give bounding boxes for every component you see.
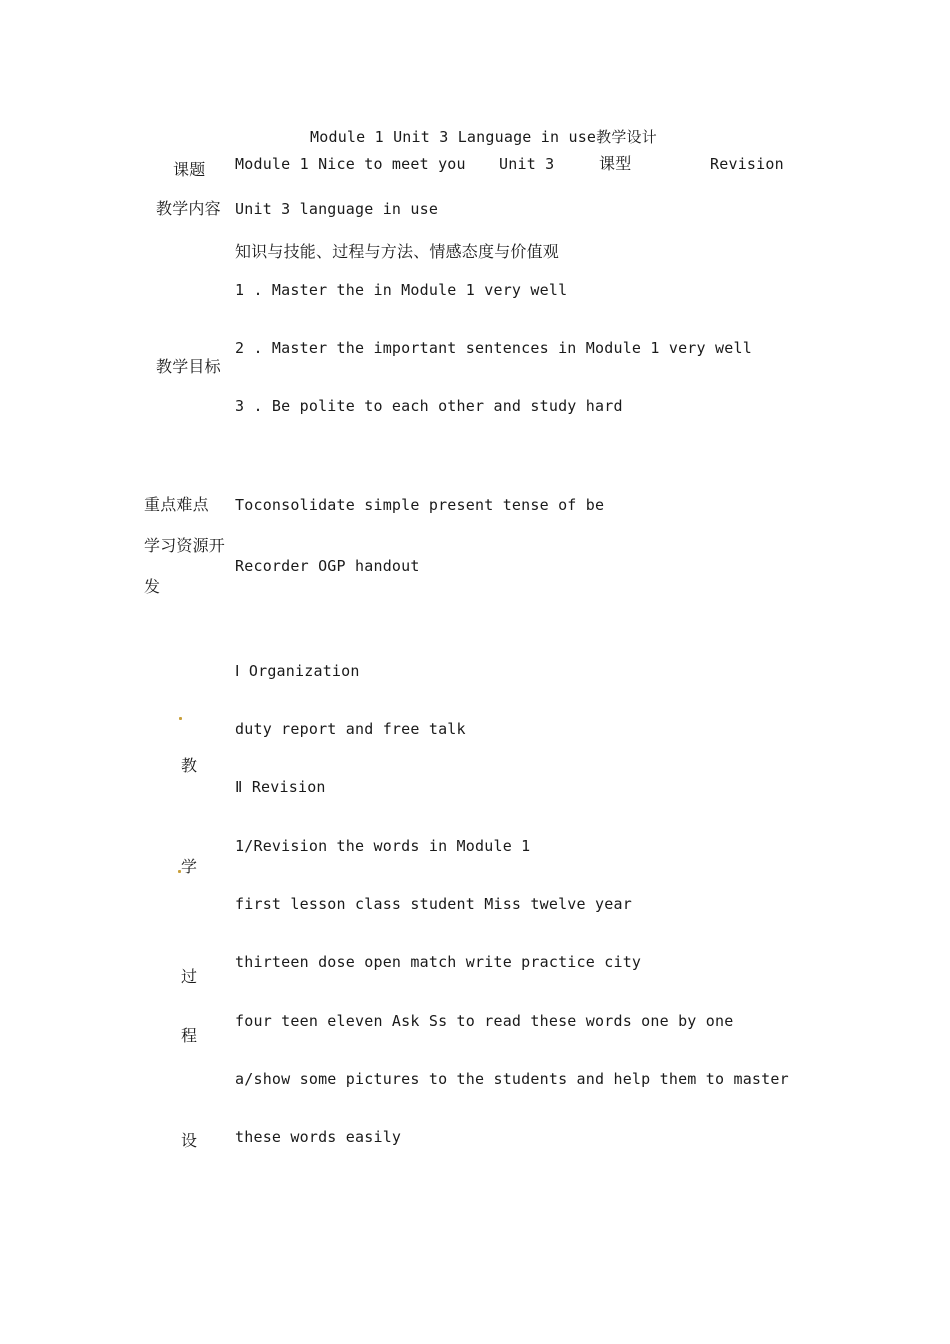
unit-value: Unit 3 xyxy=(499,155,555,173)
type-value: Revision xyxy=(710,155,784,173)
stray-mark xyxy=(179,717,182,720)
objective-item: 3 . Be polite to each other and study hard xyxy=(235,397,623,415)
process-line: first lesson class student Miss twelve year xyxy=(235,895,632,913)
process-line: thirteen dose open match write practice city xyxy=(235,953,642,971)
objective-item: 1 . Master the in Module 1 very well xyxy=(235,281,568,299)
process-label-char: 设 xyxy=(181,1131,198,1150)
process-line: duty report and free talk xyxy=(235,720,466,738)
resources-label-cont: 发 xyxy=(144,577,161,596)
key-points-label: 重点难点 xyxy=(144,495,209,514)
topic-value: Module 1 Nice to meet you xyxy=(235,155,466,173)
objective-item: 2 . Master the important sentences in Module 1 very well xyxy=(235,339,752,357)
process-label-char: 学 xyxy=(181,857,198,876)
objectives-heading: 知识与技能、过程与方法、情感态度与价值观 xyxy=(235,242,560,261)
content-label: 教学内容 xyxy=(156,199,221,218)
process-label-char: 教 xyxy=(181,756,198,775)
document-title: Module 1 Unit 3 Language in use教学设计 xyxy=(310,128,657,146)
resources-label: 学习资源开 xyxy=(144,536,226,555)
objectives-label: 教学目标 xyxy=(156,357,221,376)
process-label-char: 过 xyxy=(181,967,198,986)
process-line: 1/Revision the words in Module 1 xyxy=(235,837,531,855)
process-line: four teen eleven Ask Ss to read these words one by one xyxy=(235,1012,734,1030)
type-label: 课型 xyxy=(599,154,632,173)
process-line: these words easily xyxy=(235,1128,402,1146)
process-line: Ⅱ Revision xyxy=(235,778,326,796)
resources-value: Recorder OGP handout xyxy=(235,557,420,575)
stray-mark xyxy=(178,870,181,873)
topic-label: 课题 xyxy=(173,160,206,179)
key-points-value: Toconsolidate simple present tense of be xyxy=(235,496,605,514)
content-value: Unit 3 language in use xyxy=(235,200,439,218)
process-label-char: 程 xyxy=(181,1026,198,1045)
process-line: a/show some pictures to the students and help them to master xyxy=(235,1070,789,1088)
process-line: Ⅰ Organization xyxy=(235,662,360,680)
